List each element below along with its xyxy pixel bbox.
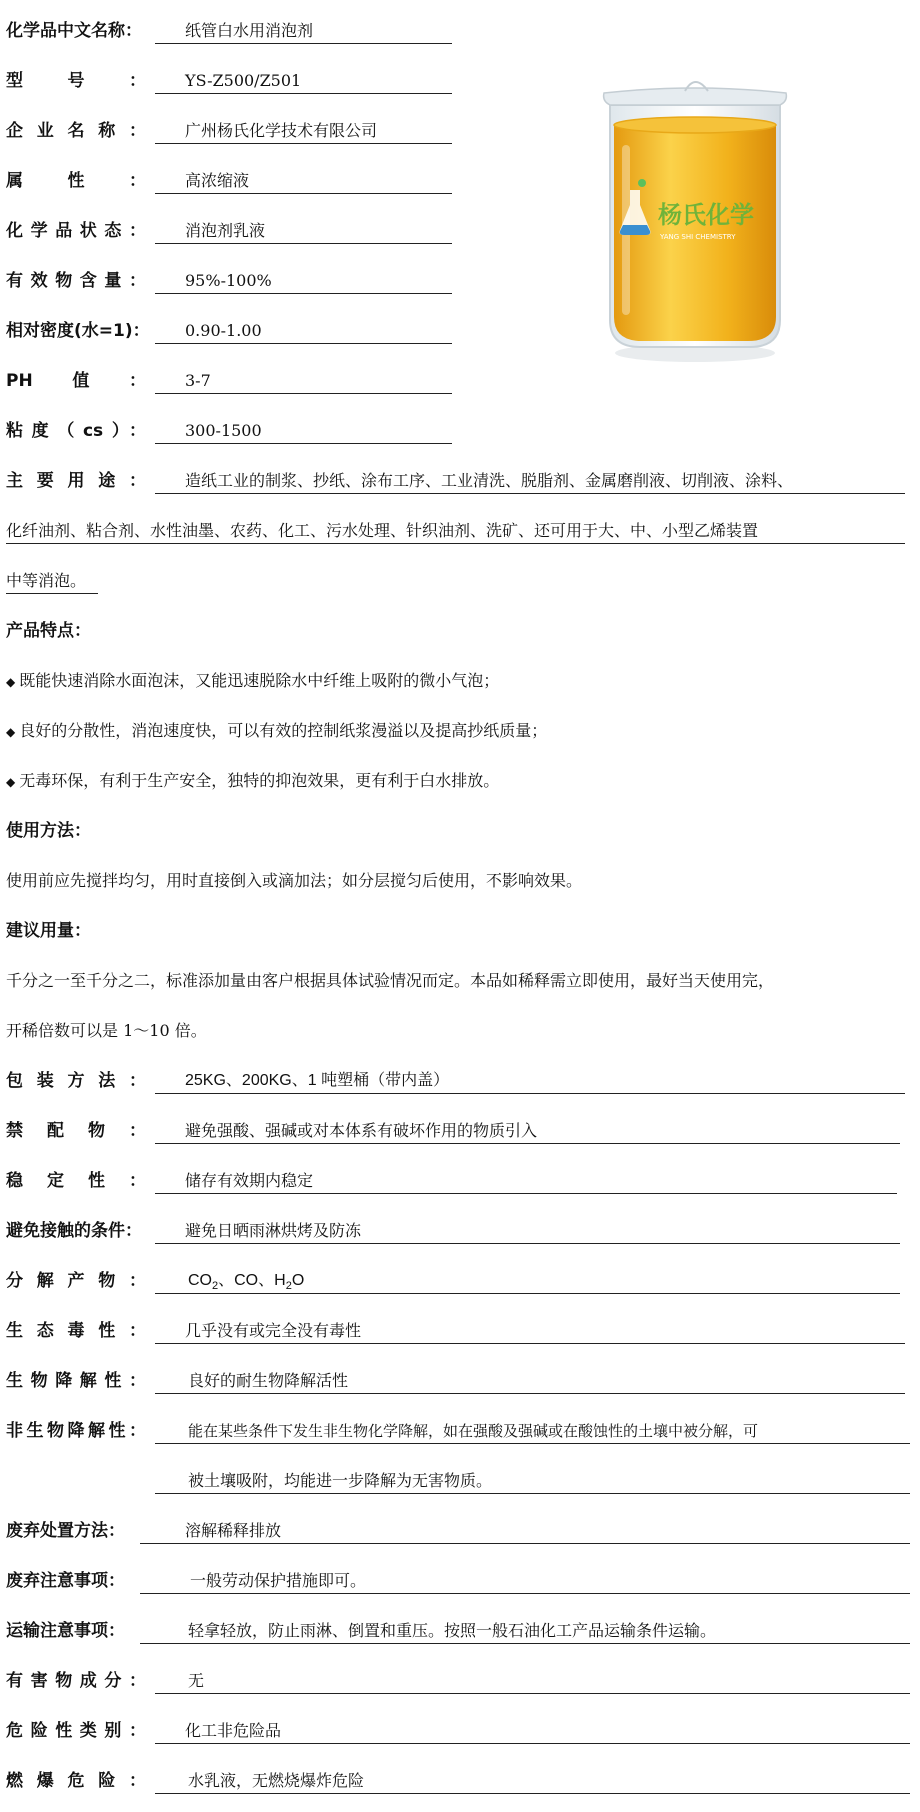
underline	[155, 343, 452, 344]
field-value-harmful: 无	[188, 1671, 205, 1690]
underline	[155, 143, 452, 144]
field-label-hazard-class	[6, 1720, 146, 1742]
field-value-abiotic: 能在某些条件下发生非生物化学降解，如在强酸及强碱或在酸蚀性的土壤中被分解，可	[188, 1422, 759, 1440]
field-value-chinese-name: 纸管白水用消泡剂	[185, 21, 314, 40]
underline	[155, 1243, 900, 1244]
method-text: 使用前应先搅拌均匀，用时直接倒入或滴加法；如分层搅匀后使用，不影响效果。	[6, 871, 583, 890]
label-justified: PH值：	[6, 371, 146, 391]
underline	[6, 543, 905, 544]
label-justified: 包装方法：	[6, 1071, 146, 1091]
field-value-ph: 3-7	[185, 371, 211, 390]
underline	[155, 393, 452, 394]
product-beaker-image	[590, 65, 800, 365]
formula-subscript: 2	[212, 1280, 219, 1293]
field-label-usage	[6, 470, 146, 492]
usage-line-3: 中等消泡。	[6, 571, 87, 590]
field-label-packaging	[6, 1070, 146, 1092]
underline	[155, 93, 452, 94]
underline	[155, 243, 452, 244]
field-value-company: 广州杨氏化学技术有限公司	[185, 121, 378, 140]
underline	[155, 1293, 900, 1294]
bullet-icon: ◆	[6, 775, 16, 789]
label-justified: 有效物含量：	[6, 271, 146, 291]
field-label-density: 相对密度(水=1)：	[6, 321, 150, 341]
field-value-stability: 储存有效期内稳定	[185, 1171, 314, 1190]
field-label-model	[6, 70, 146, 92]
underline	[155, 1443, 910, 1444]
underline	[155, 193, 452, 194]
brand-subtext: YANG SHI CHEMISTRY	[660, 233, 736, 241]
leaf-icon	[638, 179, 646, 187]
field-label-company	[6, 120, 146, 142]
bullet-icon: ◆	[6, 725, 16, 739]
field-label-viscosity	[6, 420, 146, 442]
label-justified: 有害物成分：	[6, 1671, 146, 1691]
field-label-ecotoxicity	[6, 1320, 146, 1342]
field-value-property: 高浓缩液	[185, 171, 250, 190]
label-justified: 主要用途：	[6, 471, 146, 491]
formula-part: CO	[188, 1272, 212, 1289]
underline	[140, 1543, 910, 1544]
field-value-state: 消泡剂乳液	[185, 221, 266, 240]
underline	[155, 1093, 905, 1094]
field-label-stability	[6, 1170, 146, 1192]
label-justified: 分解产物：	[6, 1271, 146, 1291]
field-value-disposal: 溶解稀释排放	[185, 1521, 282, 1540]
liquid-surface	[614, 117, 776, 133]
label-justified: 生物降解性：	[6, 1371, 146, 1391]
field-label-disposal: 废弃处置方法：	[6, 1521, 125, 1541]
underline	[155, 443, 452, 444]
label-justified: 化学品状态：	[6, 221, 146, 241]
underline	[155, 293, 452, 294]
dosage-line-2: 开稀倍数可以是 1～10 倍。	[6, 1021, 207, 1040]
formula-part: O	[291, 1272, 305, 1289]
label-justified: 危险性类别：	[6, 1721, 146, 1741]
underline	[140, 1593, 910, 1594]
field-value-ecotoxicity: 几乎没有或完全没有毒性	[185, 1321, 362, 1340]
label-justified: 禁配物：	[6, 1121, 146, 1141]
usage-line-2: 化纤油剂、粘合剂、水性油墨、农药、化工、污水处理、针织油剂、洗矿、还可用于大、中、小型乙烯装置	[6, 521, 759, 540]
underline	[155, 1193, 897, 1194]
field-label-decomposition	[6, 1270, 146, 1292]
method-heading: 使用方法：	[6, 821, 91, 841]
flask-liquid-icon	[620, 225, 650, 235]
field-value-abiotic-2: 被土壤吸附，均能进一步降解为无害物质。	[188, 1471, 493, 1490]
field-value-viscosity: 300-1500	[185, 421, 262, 440]
feature-item	[6, 770, 499, 793]
underline	[155, 1393, 905, 1394]
label-justified: 稳定性：	[6, 1171, 146, 1191]
field-value-hazard-class: 化工非危险品	[185, 1721, 282, 1740]
dosage-line-1: 千分之一至千分之二，标准添加量由客户根据具体试验情况而定。本品如稀释需立即使用，最好当天使用完，	[6, 971, 775, 990]
field-label-ph	[6, 370, 146, 392]
field-label-transport: 运输注意事项：	[6, 1621, 125, 1641]
field-label-disposal-notes: 废弃注意事项：	[6, 1571, 125, 1591]
label-justified: 生态毒性：	[6, 1321, 146, 1341]
brand-text: 杨氏化学	[658, 201, 754, 229]
field-value-incompatible: 避免强酸、强碱或对本体系有破坏作用的物质引入	[185, 1121, 538, 1140]
field-label-property	[6, 170, 146, 192]
label-justified: 粘度（cs）：	[6, 421, 146, 441]
usage-line-1: 造纸工业的制浆、抄纸、涂布工序、工业清洗、脱脂剂、金属磨削液、切削液、涂料、	[185, 471, 794, 490]
underline	[140, 1643, 910, 1644]
field-value-biodegradability: 良好的耐生物降解活性	[188, 1371, 349, 1390]
field-label-biodegradability	[6, 1370, 146, 1392]
dosage-heading: 建议用量：	[6, 921, 91, 941]
field-value-content: 95%-100%	[185, 271, 272, 290]
field-value-density: 0.90-1.00	[185, 321, 262, 340]
field-label-state	[6, 220, 146, 242]
bullet-icon: ◆	[6, 675, 16, 689]
field-value-explosion: 水乳液，无燃烧爆炸危险	[188, 1771, 365, 1790]
field-label-harmful	[6, 1670, 146, 1692]
label-justified: 企业名称：	[6, 121, 146, 141]
features-heading: 产品特点：	[6, 621, 91, 641]
underline	[155, 493, 905, 494]
feature-text: 无毒环保，有利于生产安全，独特的抑泡效果，更有利于白水排放。	[19, 771, 500, 790]
beaker-rim	[604, 88, 787, 105]
label-justified: 燃爆危险：	[6, 1771, 146, 1791]
field-label-content	[6, 270, 146, 292]
field-value-packaging: 25KG、200KG、1 吨塑桶（带内盖）	[185, 1072, 450, 1089]
underline	[155, 1143, 900, 1144]
feature-item	[6, 720, 547, 743]
underline	[155, 1743, 910, 1744]
feature-text: 良好的分散性，消泡速度快，可以有效的控制纸浆漫溢以及提高抄纸质量；	[19, 721, 548, 740]
feature-text: 既能快速消除水面泡沫，又能迅速脱除水中纤维上吸附的微小气泡；	[19, 671, 500, 690]
underline	[155, 1493, 910, 1494]
label-justified: 属性：	[6, 171, 146, 191]
underline	[155, 43, 452, 44]
field-label-explosion	[6, 1770, 146, 1792]
field-label-abiotic	[6, 1420, 146, 1442]
field-value-transport: 轻拿轻放，防止雨淋、倒置和重压。按照一般石油化工产品运输条件运输。	[188, 1621, 717, 1640]
label-justified: 型号：	[6, 71, 146, 91]
underline	[155, 1693, 910, 1694]
underline	[6, 593, 98, 594]
field-value-model: YS-Z500/Z501	[185, 71, 302, 90]
field-label-incompatible	[6, 1120, 146, 1142]
formula-part: 、CO、H	[218, 1272, 286, 1289]
feature-item	[6, 670, 499, 693]
label-justified: 非生物降解性：	[6, 1421, 146, 1441]
formula-subscript: 2	[285, 1280, 292, 1293]
underline	[155, 1343, 905, 1344]
field-value-avoid: 避免日晒雨淋烘烤及防冻	[185, 1221, 362, 1240]
underline	[155, 1793, 910, 1794]
field-value-disposal-notes: 一般劳动保护措施即可。	[190, 1571, 367, 1590]
field-label-chinese-name: 化学品中文名称：	[6, 21, 142, 41]
field-label-avoid: 避免接触的条件：	[6, 1221, 142, 1241]
